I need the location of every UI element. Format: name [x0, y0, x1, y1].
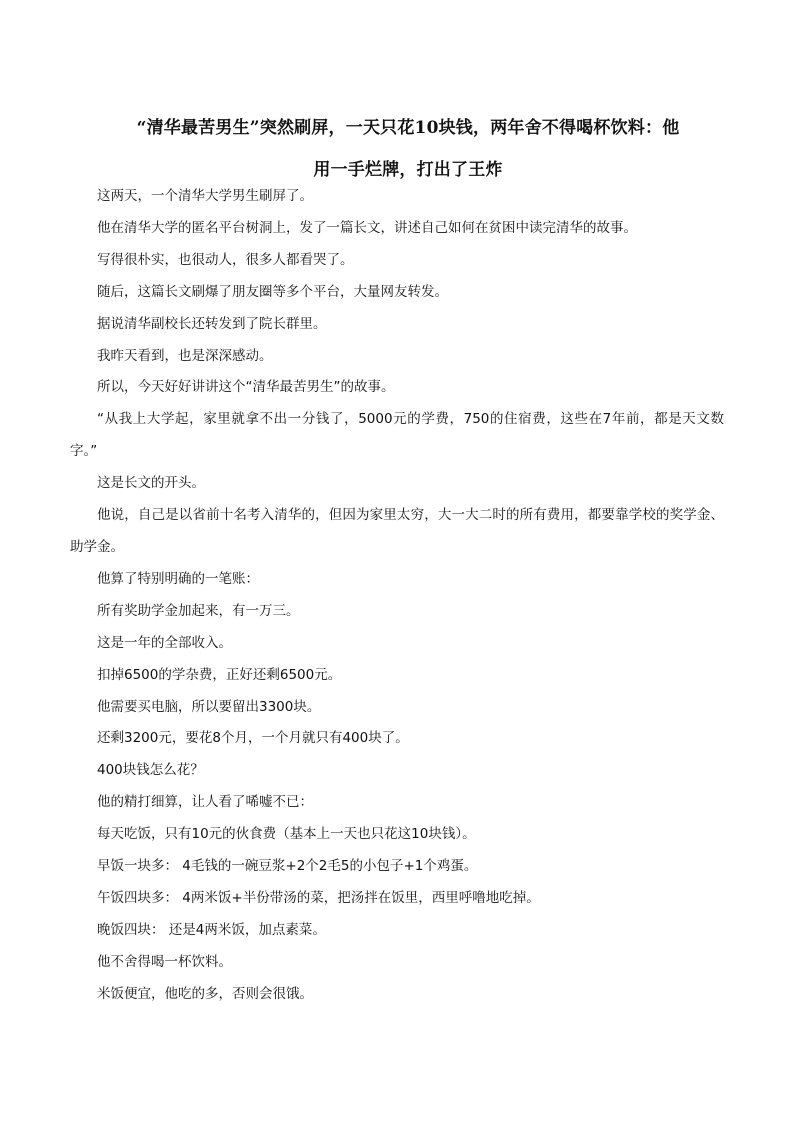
paragraph: 据说清华副校长还转发到了院长群里。	[97, 315, 327, 332]
paragraph: 他不舍得喝一杯饮料。	[97, 953, 232, 970]
article-title-line-1: “清华最苦男生”突然刷屏，一天只花10块钱，两年舍不得喝杯饮料：他	[136, 118, 680, 139]
paragraph: 晚饭四块： 还是4两米饭，加点素菜。	[97, 921, 326, 938]
paragraph: 400块钱怎么花？	[97, 762, 204, 779]
paragraph: 随后，这篇长文刷爆了朋友圈等多个平台，大量网友转发。	[97, 283, 448, 300]
paragraph: 他算了特别明确的一笔账：	[97, 570, 259, 587]
paragraph: 写得很朴实，也很动人，很多人都看哭了。	[97, 251, 354, 268]
paragraph: 所有奖助学金加起来，有一万三。	[97, 602, 300, 619]
paragraph: 他在清华大学的匿名平台树洞上，发了一篇长文，讲述自己如何在贫困中读完清华的故事。	[97, 219, 637, 236]
article-title	[90, 107, 726, 191]
paragraph: 米饭便宜，他吃的多，否则会很饿。	[97, 985, 313, 1002]
paragraph: 午饭四块多： 4两米饭+半份带汤的菜，把汤拌在饭里，西里呼噜地吃掉。	[97, 889, 540, 906]
paragraph: 我昨天看到，也是深深感动。	[97, 347, 273, 364]
paragraph: 扣掉6500的学杂费，正好还剩6500元。	[97, 666, 342, 683]
paragraph: “从我上大学起，家里就拿不出一分钱了，5000元的学费，750的住宿费，这些在7年前，都是天文数字。”	[70, 411, 724, 460]
paragraph: 所以，今天好好讲讲这个“清华最苦男生”的故事。	[97, 379, 395, 396]
paragraph: 他需要买电脑，所以要留出3300块。	[97, 698, 321, 715]
paragraph: 这是一年的全部收入。	[97, 634, 232, 651]
paragraph: 每天吃饭，只有10元的伙食费（基本上一天也只花这10块钱）。	[97, 826, 476, 843]
paragraph: 这两天，一个清华大学男生刷屏了。	[97, 188, 313, 204]
article-body	[70, 181, 724, 1011]
paragraph: 他的精打细算，让人看了唏嘘不已：	[97, 794, 313, 811]
paragraph: 这是长文的开头。	[97, 475, 205, 492]
paragraph: 早饭一块多： 4毛钱的一碗豆浆+2个2毛5的小包子+1个鸡蛋。	[97, 858, 478, 875]
paragraph: 还剩3200元，要花8个月，一个月就只有400块了。	[97, 730, 409, 747]
paragraph: 他说，自己是以省前十名考入清华的，但因为家里太穷，大一大二时的所有费用，都要靠学校的奖学金、助学金。	[70, 507, 724, 555]
article-title-line-2: 用一手烂牌，打出了王炸	[313, 160, 503, 181]
